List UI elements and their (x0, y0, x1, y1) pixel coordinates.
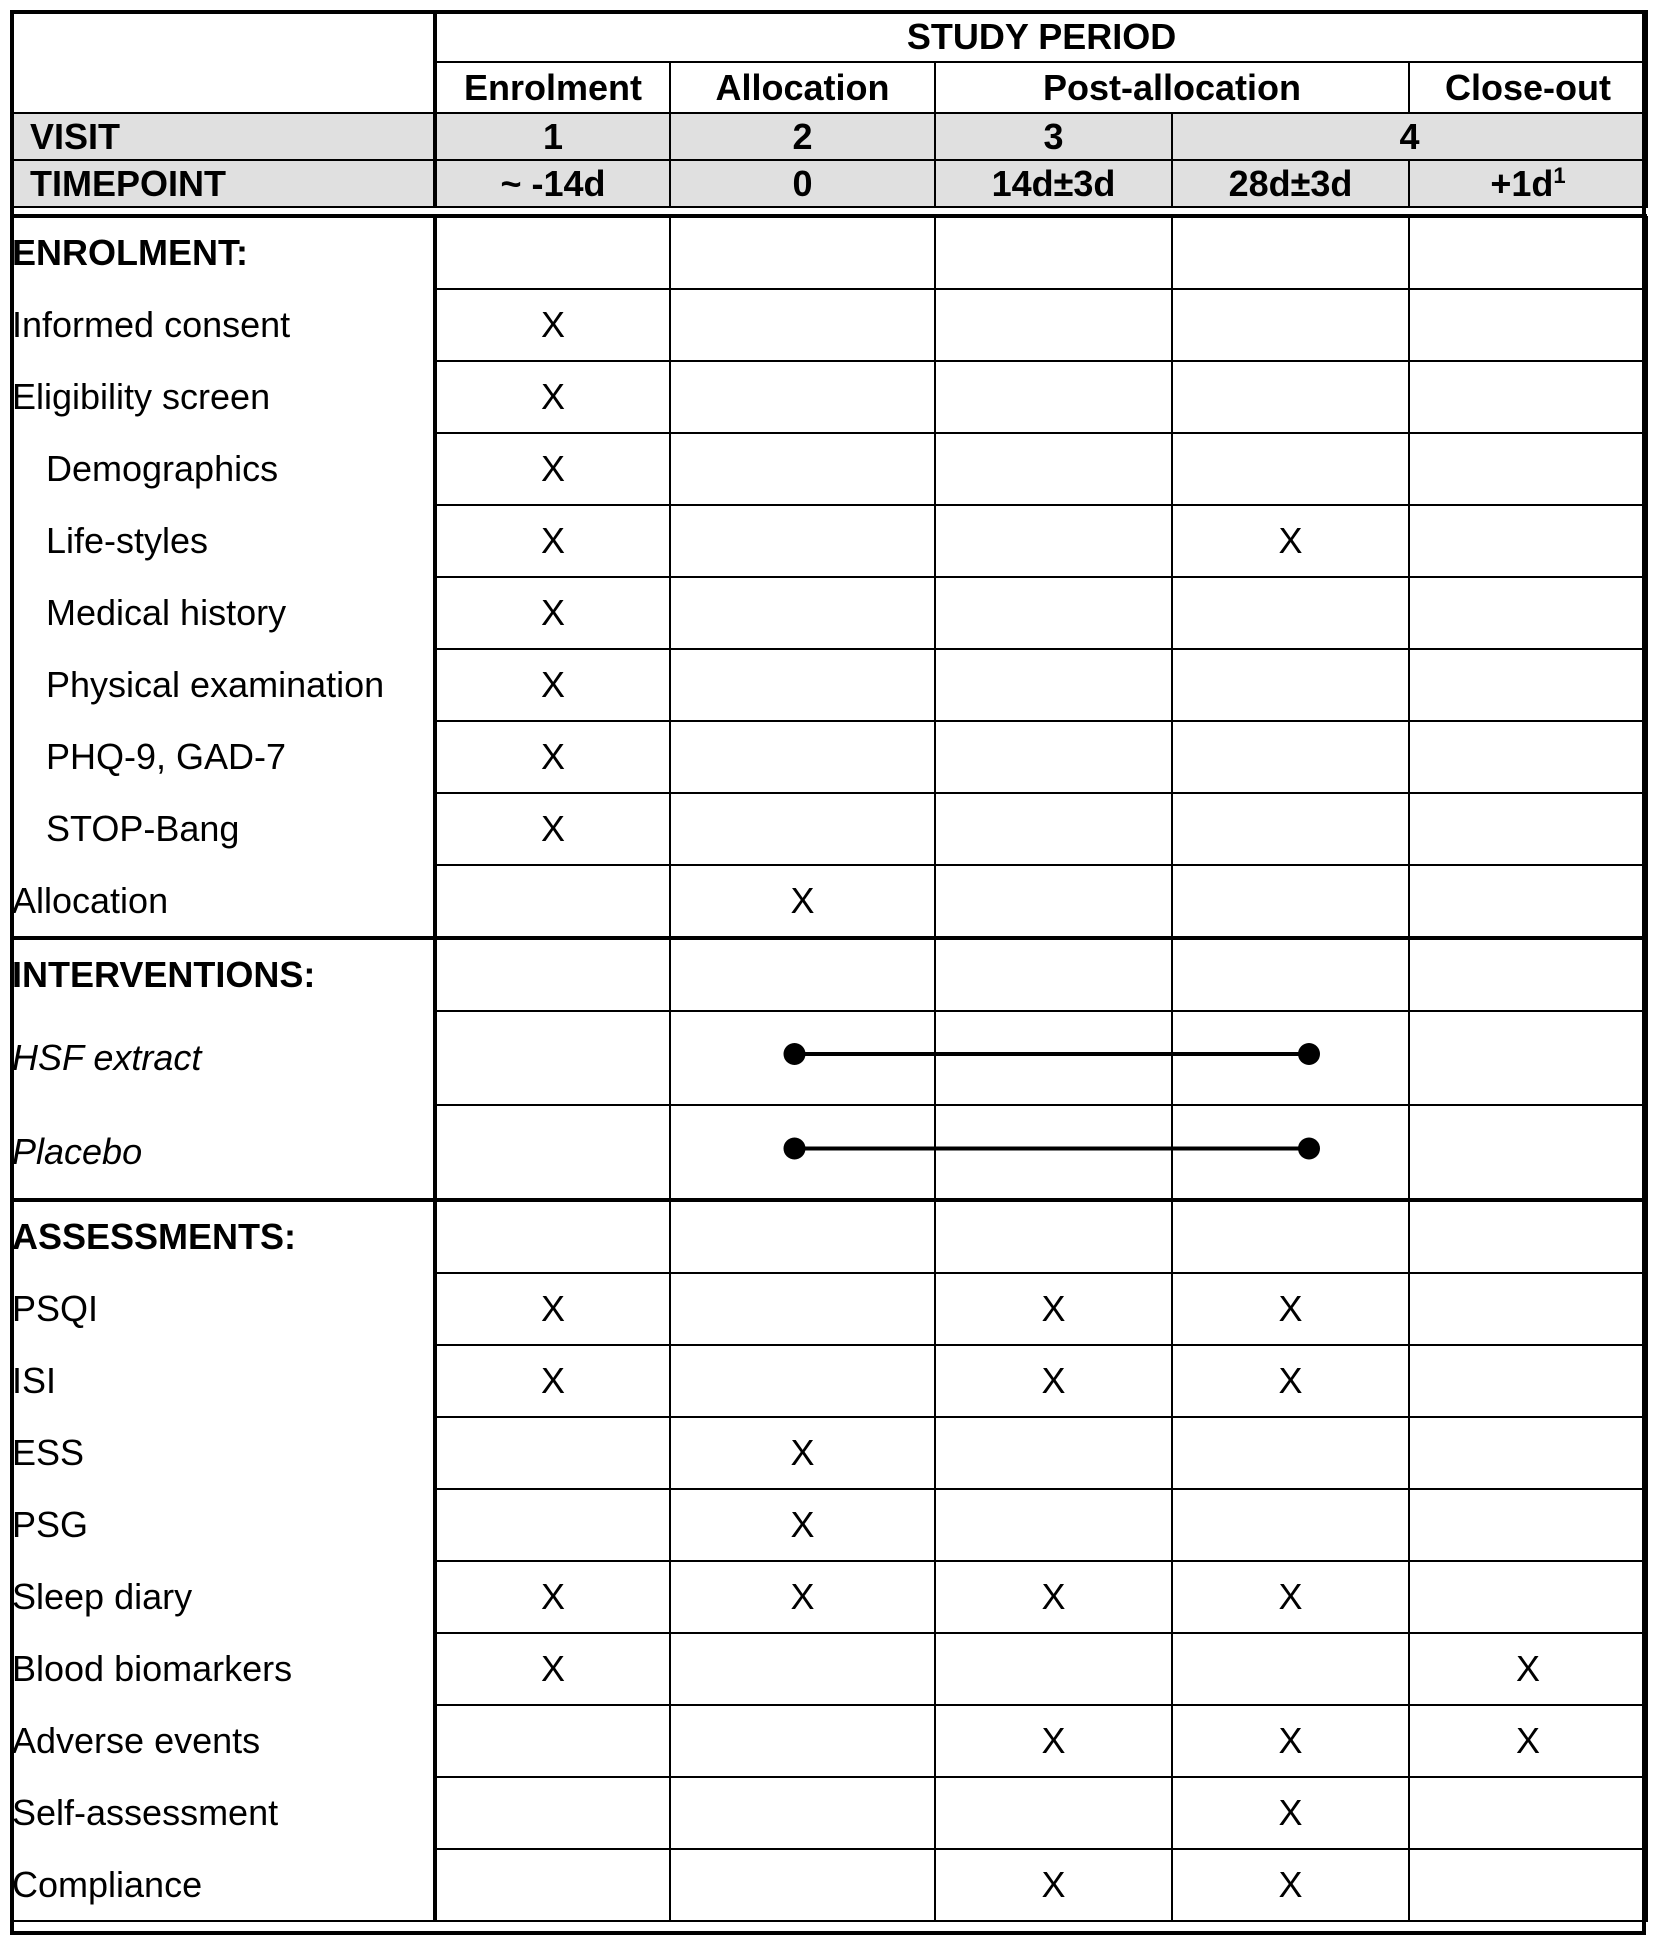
assessments-row-label: Adverse events (11, 1705, 435, 1777)
enrolment-title-cell (435, 217, 670, 289)
enrolment-mark-cell (1172, 721, 1409, 793)
enrolment-mark-cell: X (670, 865, 935, 938)
enrolment-title-row (11, 217, 1647, 289)
blank-corner-2 (11, 62, 435, 113)
enrolment-row-label: Informed consent (11, 289, 435, 361)
enrolment-row-label: STOP-Bang (11, 793, 435, 865)
enrolment-mark-cell (1172, 865, 1409, 938)
enrolment-mark-cell (1409, 289, 1647, 361)
enrolment-row-label: Physical examination (11, 649, 435, 721)
enrolment-mark-cell: X (435, 577, 670, 649)
interventions-mark-cell (935, 1011, 1172, 1105)
enrolment-mark-cell (1172, 289, 1409, 361)
interventions-mark-cell (435, 1105, 670, 1200)
enrolment-mark-cell (670, 289, 935, 361)
enrolment-mark-cell (1409, 433, 1647, 505)
timepoint-1: ~ -14d (435, 160, 670, 207)
spirit-schedule (10, 10, 1646, 1935)
interventions-title: INTERVENTIONS: (11, 938, 435, 1011)
enrolment-mark-cell (935, 433, 1172, 505)
assessments-mark-cell (435, 1417, 670, 1489)
period-post-allocation: Post-allocation (935, 62, 1409, 113)
assessments-mark-cell: X (935, 1273, 1172, 1345)
assessments-mark-cell (435, 1849, 670, 1921)
interventions-row-label: HSF extract (11, 1011, 435, 1105)
assessments-row-label: Self-assessment (11, 1777, 435, 1849)
timepoint-5-text: +1d (1490, 162, 1554, 204)
visit-1: 1 (435, 113, 670, 160)
assessments-mark-cell (1172, 1489, 1409, 1561)
enrolment-mark-cell (670, 361, 935, 433)
assessments-title-cell (1409, 1200, 1647, 1273)
enrolment-section (11, 217, 1647, 938)
blank-corner (11, 11, 435, 62)
assessments-mark-cell: X (435, 1633, 670, 1705)
assessments-mark-cell (670, 1777, 935, 1849)
enrolment-title-cell (670, 217, 935, 289)
enrolment-row (11, 649, 1647, 721)
interventions-mark-cell (1409, 1011, 1647, 1105)
enrolment-mark-cell (1172, 361, 1409, 433)
interventions-mark-cell (670, 1105, 935, 1200)
enrolment-mark-cell (1409, 505, 1647, 577)
enrolment-mark-cell (935, 577, 1172, 649)
assessments-row-label: ISI (11, 1345, 435, 1417)
assessments-row-label: PSG (11, 1489, 435, 1561)
assessments-mark-cell (670, 1849, 935, 1921)
interventions-title-row (11, 938, 1647, 1011)
assessments-mark-cell (670, 1345, 935, 1417)
visit-label: VISIT (11, 113, 435, 160)
enrolment-mark-cell (1172, 649, 1409, 721)
assessments-mark-cell (935, 1417, 1172, 1489)
assessments-mark-cell (935, 1633, 1172, 1705)
assessments-mark-cell (1409, 1273, 1647, 1345)
assessments-mark-cell: X (670, 1417, 935, 1489)
period-close-out: Close-out (1409, 62, 1647, 113)
assessments-mark-cell (1409, 1417, 1647, 1489)
enrolment-mark-cell (670, 793, 935, 865)
assessments-mark-cell (435, 1489, 670, 1561)
assessments-mark-cell: X (435, 1273, 670, 1345)
assessments-mark-cell: X (935, 1705, 1172, 1777)
enrolment-row (11, 289, 1647, 361)
assessments-row (11, 1489, 1647, 1561)
enrolment-row-label: Allocation (11, 865, 435, 938)
assessments-row (11, 1345, 1647, 1417)
enrolment-mark-cell (935, 793, 1172, 865)
interventions-title-cell (1409, 938, 1647, 1011)
assessments-row (11, 1777, 1647, 1849)
enrolment-row (11, 865, 1647, 938)
enrolment-row-label: PHQ-9, GAD-7 (11, 721, 435, 793)
interventions-row-label: Placebo (11, 1105, 435, 1200)
enrolment-title-cell (1172, 217, 1409, 289)
enrolment-mark-cell (1409, 649, 1647, 721)
double-rule (11, 207, 1647, 215)
enrolment-mark-cell (1409, 793, 1647, 865)
assessments-mark-cell (935, 1489, 1172, 1561)
enrolment-row (11, 433, 1647, 505)
timepoint-row (11, 160, 1647, 207)
assessments-row-label: PSQI (11, 1273, 435, 1345)
enrolment-title-cell (1409, 217, 1647, 289)
assessments-mark-cell: X (1172, 1345, 1409, 1417)
enrolment-mark-cell (1172, 433, 1409, 505)
assessments-title: ASSESSMENTS: (11, 1200, 435, 1273)
assessments-mark-cell (935, 1777, 1172, 1849)
timepoint-2: 0 (670, 160, 935, 207)
timepoint-3: 14d±3d (935, 160, 1172, 207)
period-row (11, 62, 1647, 113)
interventions-row (11, 1011, 1647, 1105)
assessments-mark-cell (1409, 1777, 1647, 1849)
enrolment-mark-cell: X (1172, 505, 1409, 577)
visit-3: 3 (935, 113, 1172, 160)
timepoint-footnote: 1 (1553, 162, 1566, 188)
interventions-title-cell (935, 938, 1172, 1011)
study-period-heading: STUDY PERIOD (435, 11, 1647, 62)
visit-2: 2 (670, 113, 935, 160)
assessments-section (11, 1200, 1647, 1921)
enrolment-mark-cell (1409, 361, 1647, 433)
enrolment-row-label: Life-styles (11, 505, 435, 577)
assessments-title-row (11, 1200, 1647, 1273)
enrolment-row (11, 505, 1647, 577)
enrolment-mark-cell (1409, 577, 1647, 649)
assessments-mark-cell: X (935, 1345, 1172, 1417)
enrolment-mark-cell (1409, 865, 1647, 938)
interventions-mark-cell (1172, 1011, 1409, 1105)
enrolment-mark-cell (670, 505, 935, 577)
enrolment-row (11, 577, 1647, 649)
enrolment-row-label: Demographics (11, 433, 435, 505)
enrolment-row-label: Eligibility screen (11, 361, 435, 433)
assessments-row (11, 1417, 1647, 1489)
assessments-mark-cell (435, 1705, 670, 1777)
assessments-row (11, 1633, 1647, 1705)
enrolment-mark-cell (435, 865, 670, 938)
interventions-mark-cell (670, 1011, 935, 1105)
enrolment-row (11, 793, 1647, 865)
visit-4: 4 (1172, 113, 1647, 160)
assessments-mark-cell: X (935, 1561, 1172, 1633)
enrolment-mark-cell (935, 865, 1172, 938)
enrolment-mark-cell: X (435, 793, 670, 865)
interventions-section (11, 938, 1647, 1200)
interventions-mark-cell (935, 1105, 1172, 1200)
enrolment-row-label: Medical history (11, 577, 435, 649)
assessments-mark-cell (670, 1633, 935, 1705)
assessments-row (11, 1273, 1647, 1345)
assessments-title-cell (435, 1200, 670, 1273)
interventions-mark-cell (1172, 1105, 1409, 1200)
enrolment-mark-cell (935, 289, 1172, 361)
enrolment-mark-cell (935, 361, 1172, 433)
timepoint-4: 28d±3d (1172, 160, 1409, 207)
assessments-mark-cell: X (1172, 1273, 1409, 1345)
schedule-table (10, 10, 1648, 216)
interventions-row (11, 1105, 1647, 1200)
assessments-title-cell (935, 1200, 1172, 1273)
enrolment-row (11, 361, 1647, 433)
enrolment-title: ENROLMENT: (11, 217, 435, 289)
enrolment-mark-cell (1409, 721, 1647, 793)
assessments-mark-cell (670, 1273, 935, 1345)
assessments-mark-cell: X (435, 1345, 670, 1417)
study-period-row (11, 11, 1647, 62)
enrolment-mark-cell: X (435, 433, 670, 505)
assessments-mark-cell (670, 1705, 935, 1777)
enrolment-mark-cell (1172, 793, 1409, 865)
assessments-mark-cell (1172, 1633, 1409, 1705)
assessments-title-cell (1172, 1200, 1409, 1273)
assessments-mark-cell (1409, 1489, 1647, 1561)
enrolment-title-cell (935, 217, 1172, 289)
assessments-row-label: Blood biomarkers (11, 1633, 435, 1705)
enrolment-mark-cell (670, 433, 935, 505)
interventions-title-cell (435, 938, 670, 1011)
enrolment-row (11, 721, 1647, 793)
assessments-row (11, 1849, 1647, 1921)
assessments-title-cell (670, 1200, 935, 1273)
enrolment-mark-cell: X (435, 721, 670, 793)
assessments-mark-cell (1409, 1345, 1647, 1417)
enrolment-mark-cell (670, 649, 935, 721)
enrolment-mark-cell (670, 577, 935, 649)
enrolment-mark-cell (935, 505, 1172, 577)
interventions-title-cell (670, 938, 935, 1011)
enrolment-mark-cell (1172, 577, 1409, 649)
interventions-title-cell (1172, 938, 1409, 1011)
timepoint-5 (1409, 160, 1647, 207)
enrolment-mark-cell: X (435, 649, 670, 721)
assessments-mark-cell: X (935, 1849, 1172, 1921)
visit-row (11, 113, 1647, 160)
assessments-row-label: Sleep diary (11, 1561, 435, 1633)
assessments-mark-cell: X (1172, 1849, 1409, 1921)
assessments-mark-cell (1172, 1417, 1409, 1489)
assessments-mark-cell: X (1409, 1633, 1647, 1705)
assessments-mark-cell (435, 1777, 670, 1849)
enrolment-mark-cell: X (435, 361, 670, 433)
enrolment-mark-cell (935, 649, 1172, 721)
assessments-row-label: Compliance (11, 1849, 435, 1921)
assessments-mark-cell: X (1172, 1705, 1409, 1777)
enrolment-mark-cell (670, 721, 935, 793)
activities-table (10, 216, 1648, 1922)
assessments-row (11, 1705, 1647, 1777)
assessments-mark-cell (1409, 1561, 1647, 1633)
assessments-mark-cell: X (1409, 1705, 1647, 1777)
assessments-mark-cell (1409, 1849, 1647, 1921)
timepoint-label: TIMEPOINT (11, 160, 435, 207)
enrolment-mark-cell: X (435, 289, 670, 361)
assessments-mark-cell: X (1172, 1561, 1409, 1633)
assessments-mark-cell: X (670, 1561, 935, 1633)
enrolment-mark-cell (935, 721, 1172, 793)
assessments-mark-cell: X (435, 1561, 670, 1633)
period-enrolment: Enrolment (435, 62, 670, 113)
period-allocation: Allocation (670, 62, 935, 113)
assessments-row (11, 1561, 1647, 1633)
assessments-mark-cell: X (670, 1489, 935, 1561)
interventions-mark-cell (435, 1011, 670, 1105)
interventions-mark-cell (1409, 1105, 1647, 1200)
enrolment-mark-cell: X (435, 505, 670, 577)
assessments-row-label: ESS (11, 1417, 435, 1489)
assessments-mark-cell: X (1172, 1777, 1409, 1849)
